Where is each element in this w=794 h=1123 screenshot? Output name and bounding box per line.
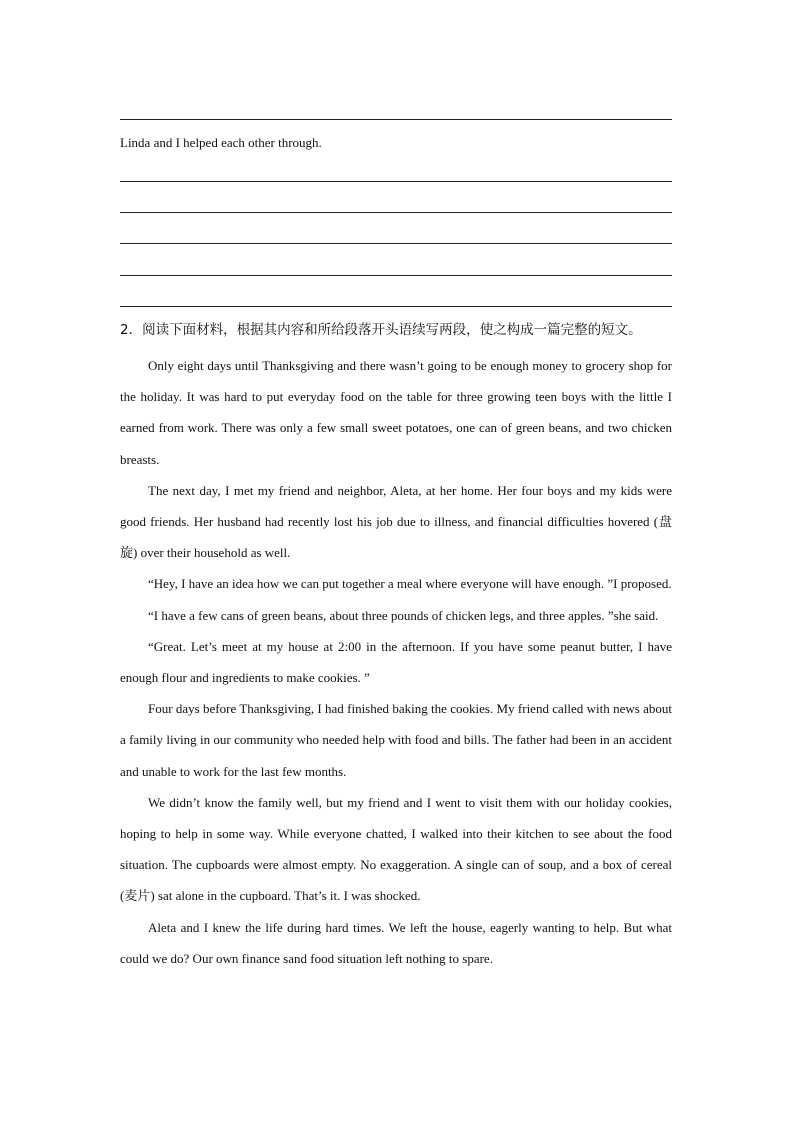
passage-paragraph: Only eight days until Thanksgiving and there wasn’t going to be enough money to grocery shop for the holiday. It was hard to put everyday food on the table for three growing teen boys with the little I earned from work. There was only a few small sweet potatoes, one can of green beans, and two chicken breasts.	[120, 358, 672, 467]
answer-prompt-line: Linda and I helped each other through.	[120, 135, 322, 150]
writing-line	[120, 181, 672, 182]
reading-passage	[120, 350, 672, 974]
passage-paragraph: Four days before Thanksgiving, I had finished baking the cookies. My friend called with news about a family living in our community who needed help with food and bills. The father had been in an accident and unable to work for the last few months.	[120, 701, 672, 779]
writing-line	[120, 212, 672, 213]
writing-line	[120, 243, 672, 244]
passage-paragraph: “Hey, I have an idea how we can put together a meal where everyone will have enough. ”I proposed.	[148, 576, 672, 592]
passage-paragraph: We didn’t know the family well, but my friend and I went to visit them with our holiday cookies, hoping to help in some way. While everyone chatted, I walked into their kitchen to see about the food situation. The cupboards were almost empty. No exaggeration. A single can of soup, and a box of cereal (麦片) sat alone in the cupboard. That’s it. I was shocked.	[120, 794, 672, 904]
writing-line	[120, 119, 672, 120]
writing-line	[120, 306, 672, 307]
question-title: 2．阅读下面材料，根据其内容和所给段落开头语续写两段，使之构成一篇完整的短文。	[120, 322, 642, 338]
passage-paragraph: Aleta and I knew the life during hard times. We left the house, eagerly wanting to help. But what could we do? Our own finance sand food situation left nothing to spare.	[120, 919, 672, 966]
writing-line	[120, 275, 672, 276]
passage-paragraph: “Great. Let’s meet at my house at 2:00 in the afternoon. If you have some peanut butter, I have enough flour and ingredients to make cookies. ”	[120, 638, 672, 686]
passage-paragraph: “I have a few cans of green beans, about three pounds of chicken legs, and three apples. ”she said.	[148, 607, 659, 623]
passage-paragraph: The next day, I met my friend and neighbor, Aleta, at her home. Her four boys and my kids were good friends. Her husband had recently lost his job due to illness, and financial difficulties hovered (盘旋) over their household as well.	[120, 482, 672, 561]
